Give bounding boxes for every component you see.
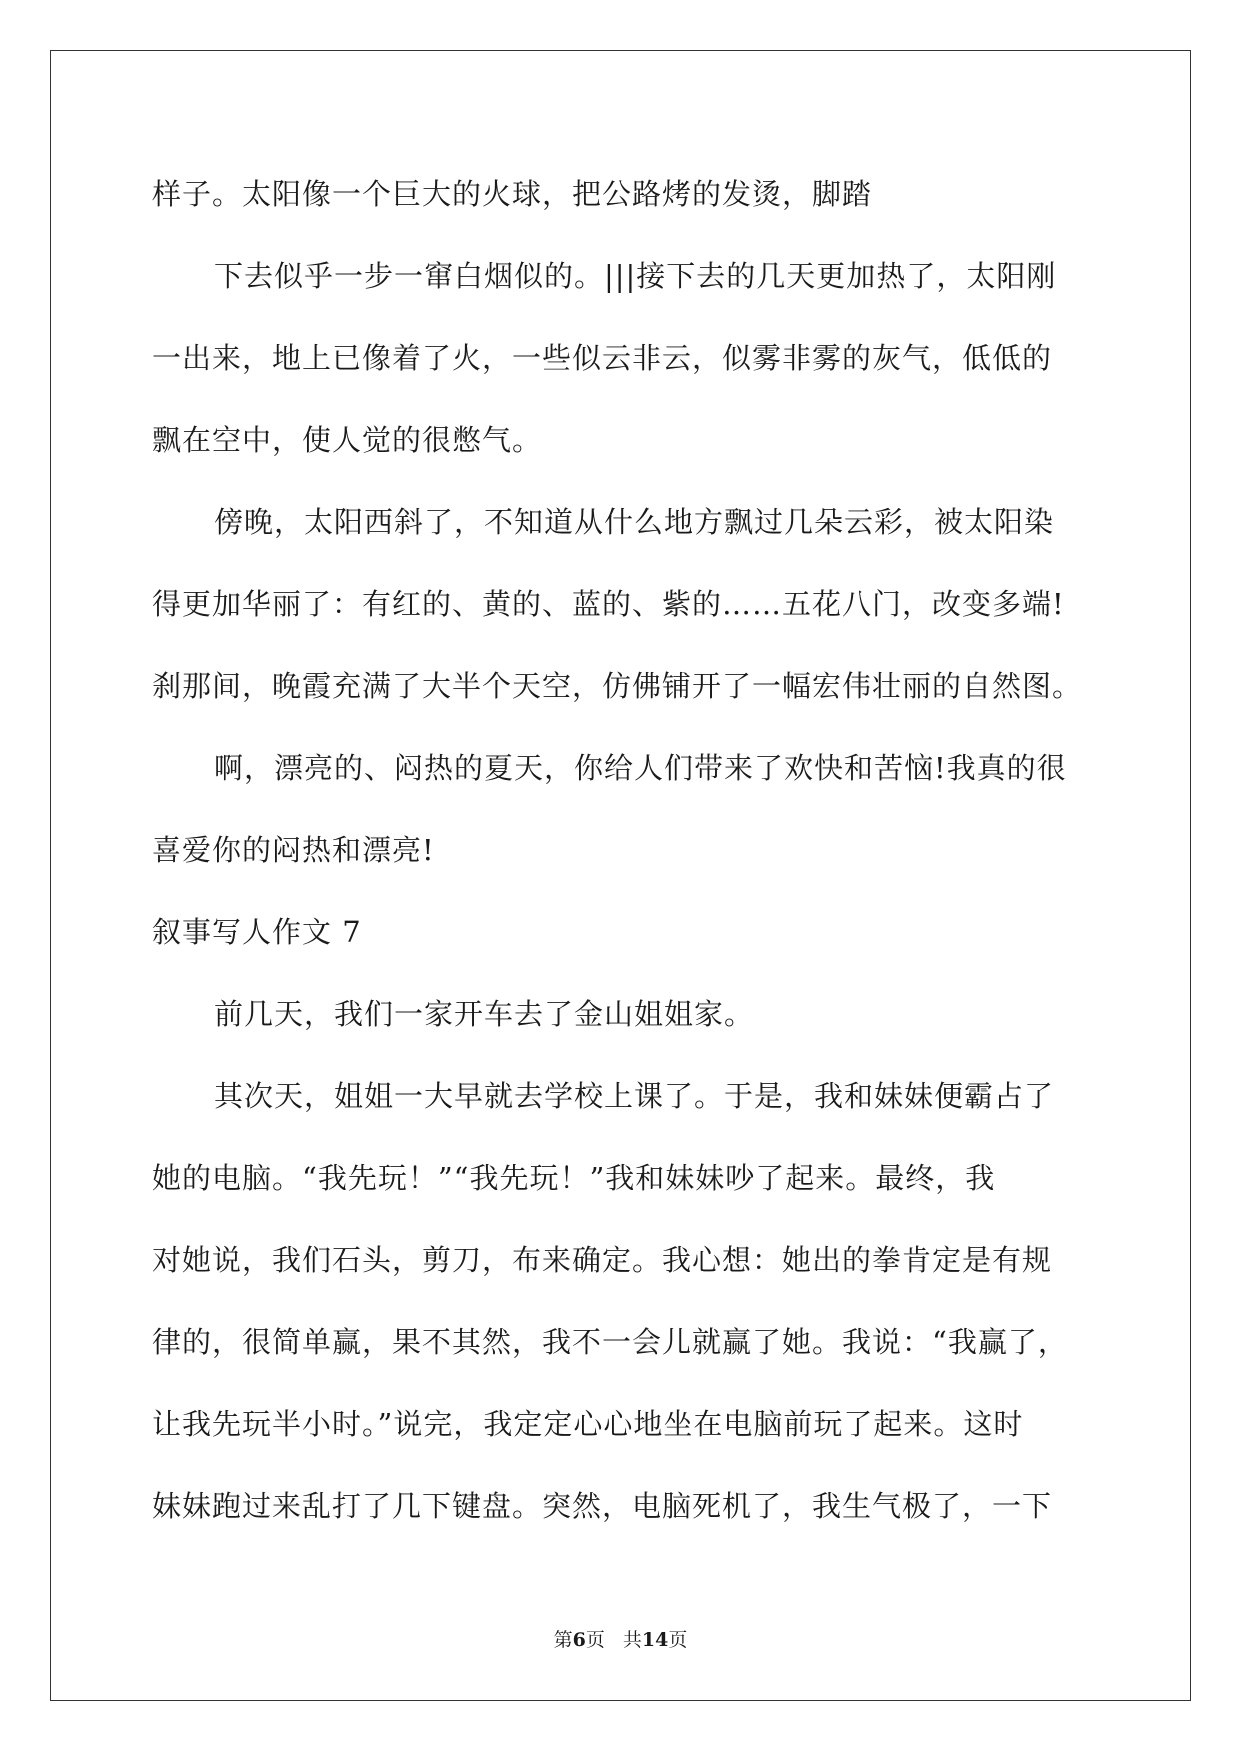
section-heading: 叙事写人作文 7 — [152, 915, 362, 949]
text-line: 妹妹跑过来乱打了几下键盘。突然，电脑死机了，我生气极了，一下 — [152, 1489, 1053, 1523]
text-line: 得更加华丽了：有红的、黄的、蓝的、紫的……五花八门，改变多端! — [152, 587, 1065, 621]
text-line: 她的电脑。“我先玩！”“我先玩！”我和妹妹吵了起来。最终，我 — [152, 1161, 996, 1195]
page-footer — [0, 1625, 1241, 1652]
text-line: 傍晚，太阳西斜了，不知道从什么地方飘过几朵云彩，被太阳染 — [214, 505, 1055, 539]
page-number: 6 — [572, 1629, 586, 1651]
text-line: 喜爱你的闷热和漂亮! — [152, 833, 435, 867]
text-line: 对她说，我们石头，剪刀，布来确定。我心想：她出的拳肯定是有规 — [152, 1243, 1053, 1277]
text-line: 飘在空中，使人觉的很憋气。 — [152, 423, 543, 457]
page-suffix: 页 — [585, 1629, 605, 1651]
text-line: 样子。太阳像一个巨大的火球，把公路烤的发烫，脚踏 — [152, 177, 873, 211]
total-prefix: 共 — [622, 1629, 642, 1651]
text-line: 其次天，姐姐一大早就去学校上课了。于是，我和妹妹便霸占了 — [214, 1079, 1055, 1113]
document-body — [152, 165, 1092, 1559]
total-suffix: 页 — [668, 1629, 688, 1651]
text-line: 前几天，我们一家开车去了金山姐姐家。 — [214, 997, 755, 1031]
total-pages: 14 — [641, 1629, 669, 1651]
text-line: 律的，很简单赢，果不其然，我不一会儿就赢了她。我说：“我赢了， — [152, 1325, 1068, 1359]
text-line: 啊，漂亮的、闷热的夏天，你给人们带来了欢快和苦恼!我真的很 — [214, 751, 1067, 785]
text-line: 刹那间，晚霞充满了大半个天空，仿佛铺开了一幅宏伟壮丽的自然图。 — [152, 669, 1083, 703]
text-line: 让我先玩半小时。”说完，我定定心心地坐在电脑前玩了起来。这时 — [152, 1407, 1024, 1441]
page-prefix: 第 — [553, 1629, 573, 1651]
text-line: 下去似乎一步一窜白烟似的。|||接下去的几天更加热了，太阳刚 — [214, 259, 1057, 293]
text-line: 一出来，地上已像着了火，一些似云非云，似雾非雾的灰气，低低的 — [152, 341, 1053, 375]
